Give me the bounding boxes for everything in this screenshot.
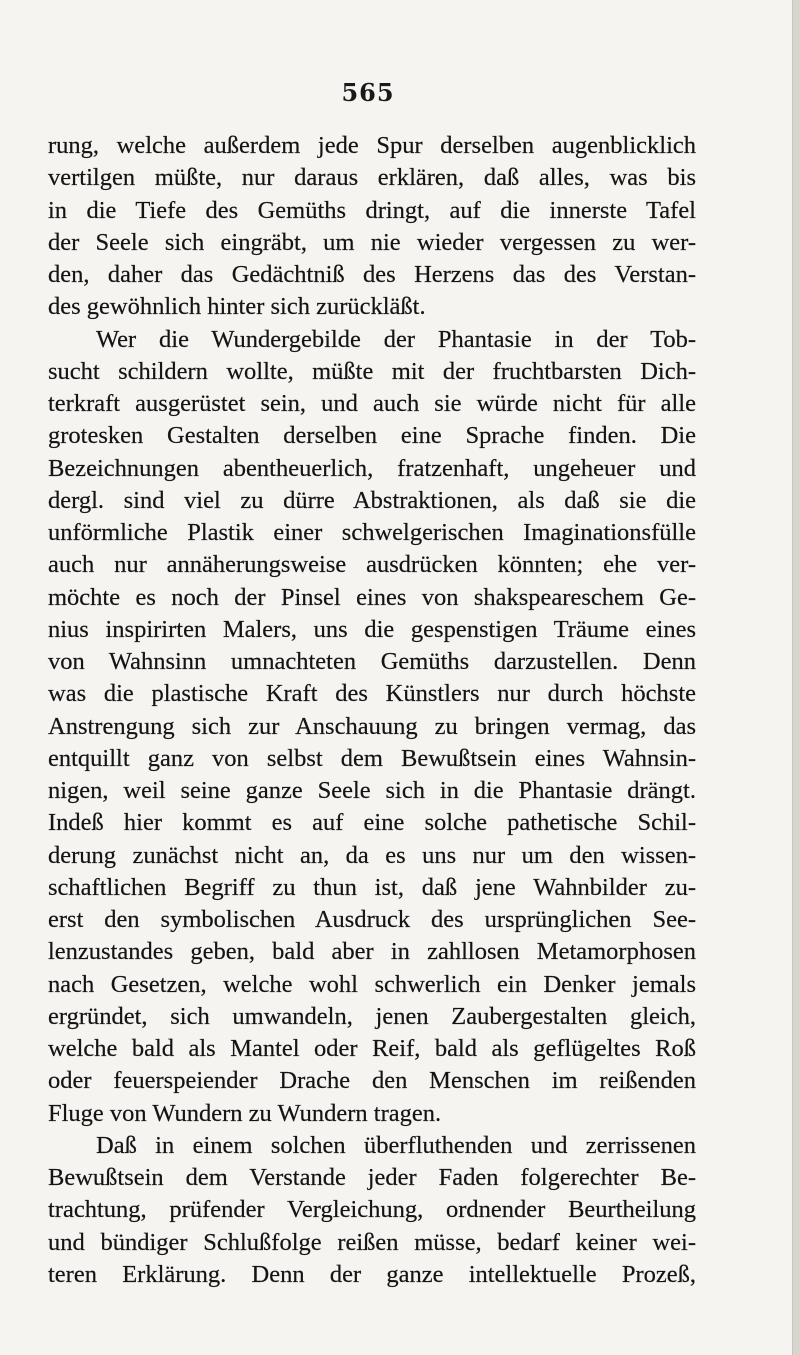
text-line: sucht schildern wollte, müßte mit der fruchtbarsten Dich- — [48, 357, 696, 385]
text-line: was die plastische Kraft des Künstlers nur durch höchste — [48, 680, 696, 708]
text-line: des gewöhnlich hinter sich zurückläßt. — [48, 293, 426, 321]
body-text — [48, 130, 696, 1291]
text-line: Bezeichnungen abentheuerlich, fratzenhaft, ungeheuer und — [48, 454, 696, 482]
text-line: Daß in einem solchen überfluthenden und zerrissenen — [96, 1131, 696, 1159]
text-line: teren Erklärung. Denn der ganze intellektuelle Prozeß, — [48, 1260, 696, 1288]
text-line: dergl. sind viel zu dürre Abstraktionen, als daß sie die — [48, 486, 696, 514]
text-line: nius inspirirten Malers, uns die gespenstigen Träume eines — [48, 615, 696, 643]
text-line: Wer die Wundergebilde der Phantasie in der Tob- — [96, 325, 696, 353]
text-line: möchte es noch der Pinsel eines von shakspeareschem Ge- — [48, 583, 696, 611]
text-line: auch nur annäherungsweise ausdrücken könnten; ehe ver- — [48, 551, 696, 579]
text-line: Fluge von Wundern zu Wundern tragen. — [48, 1099, 442, 1127]
text-line: nach Gesetzen, welche wohl schwerlich ein Denker jemals — [48, 970, 696, 998]
text-line: schaftlichen Begriff zu thun ist, daß jene Wahnbilder zu- — [48, 873, 696, 901]
text-line: oder feuerspeiender Drache den Menschen im reißenden — [48, 1067, 696, 1095]
page-number: 565 — [341, 78, 395, 107]
text-line: grotesken Gestalten derselben eine Sprache finden. Die — [48, 422, 696, 450]
text-line: ergründet, sich umwandeln, jenen Zaubergestalten gleich, — [48, 1002, 696, 1030]
text-line: entquillt ganz von selbst dem Bewußtsein eines Wahnsin- — [48, 744, 696, 772]
text-line: von Wahnsinn umnachteten Gemüths darzustellen. Denn — [48, 648, 696, 675]
text-line: derung zunächst nicht an, da es uns nur um den wissen- — [48, 841, 696, 869]
text-line: Bewußtsein dem Verstande jeder Faden folgerechter Be- — [48, 1164, 696, 1191]
text-line: vertilgen müßte, nur daraus erklären, daß alles, was bis — [48, 164, 696, 192]
text-line: in die Tiefe des Gemüths dringt, auf die innerste Tafel — [48, 196, 696, 224]
text-line: rung, welche außerdem jede Spur derselben augenblicklich — [48, 132, 696, 159]
text-line: Anstrengung sich zur Anschauung zu bringen vermag, das — [48, 712, 696, 740]
text-line: Indeß hier kommt es auf eine solche pathetische Schil- — [48, 809, 696, 837]
page-edge — [792, 0, 800, 1355]
text-line: der Seele sich eingräbt, um nie wieder vergessen zu wer- — [48, 228, 696, 256]
text-line: lenzustandes geben, bald aber in zahllosen Metamorphosen — [48, 938, 696, 966]
text-line: welche bald als Mantel oder Reif, bald als geflügeltes Roß — [48, 1035, 696, 1062]
text-line: den, daher das Gedächtniß des Herzens das des Verstan- — [48, 261, 696, 288]
text-line: und bündiger Schlußfolge reißen müsse, bedarf keiner wei- — [48, 1228, 696, 1256]
text-line: erst den symbolischen Ausdruck des ursprünglichen Seе- — [48, 906, 696, 933]
text-line: trachtung, prüfender Vergleichung, ordnender Beurtheilung — [48, 1196, 696, 1224]
text-line: nigen, weil seine ganze Seele sich in die Phantasie drängt. — [48, 777, 696, 804]
text-line: unförmliche Plastik einer schwelgerischen Imaginationsfülle — [48, 519, 696, 546]
text-line: terkraft ausgerüstet sein, und auch sie würde nicht für alle — [48, 390, 696, 417]
